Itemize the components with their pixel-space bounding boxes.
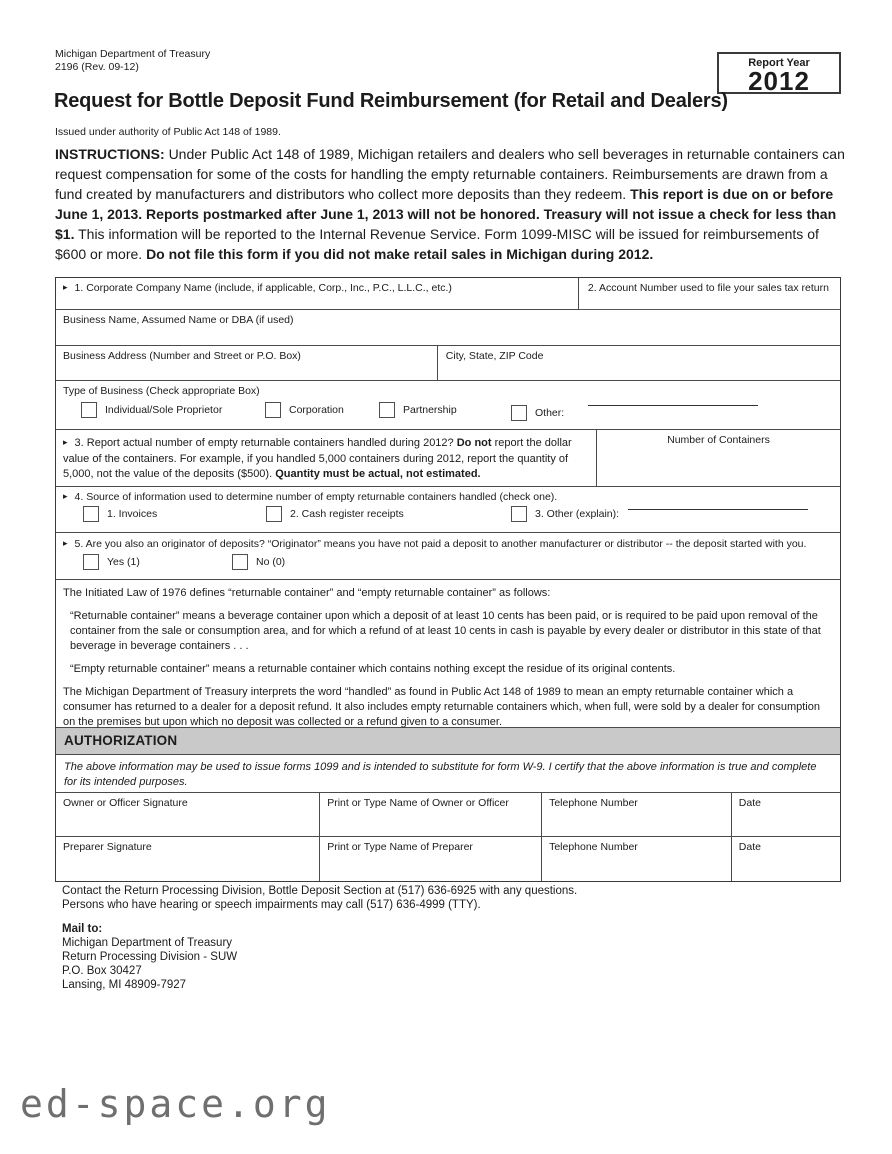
returnable-container-definition: “Returnable container” means a beverage container upon which a deposit of at least 10 cents has been paid, or is required to be paid upon removal of the container from the sale or consumption area, and for which a refund of at least 10 cents in cash is payable by every dealer or distributor in this state of that beverage in beverage containers . . . [70,610,821,652]
other-source-write-in[interactable] [628,509,808,510]
cash-register-receipts-label: 2. Cash register receipts [290,508,404,520]
owner-signature-label: Owner or Officer Signature [63,797,188,809]
city-state-zip-field[interactable] [438,346,840,380]
contact-line-1: Contact the Return Processing Division, Bottle Deposit Section at (517) 636-6925 with any questions. [62,885,578,897]
business-address-label: Business Address (Number and Street or P.O. Box) [63,350,301,362]
instructions-text-1: Under Public Act 148 of 1989, Michigan retailers and dealers who sell beverages in returnable containers can request compensation for some of the costs for handling the empty returnable containers. Reimbursements are drawn from a fund created by manufacturers and distributors who collect more deposits than they redeem. [55,146,845,202]
option-invoices [83,506,157,522]
other-business-checkbox[interactable] [511,405,527,421]
individual-sole-proprietor-checkbox[interactable] [81,402,97,418]
other-business-write-in[interactable] [588,405,758,406]
option-corporation [265,402,344,418]
item4-label-row [56,491,840,503]
account-number-field [579,278,840,346]
address-section [56,346,840,381]
instructions-bold-2: Do not file this form if you did not make retail sales in Michigan during 2012. [146,246,654,262]
mail-to-line-2: Return Processing Division - SUW [62,951,238,963]
preparer-date-field[interactable] [732,837,840,881]
item3-bold-2: Quantity must be actual, not estimated. [275,468,481,480]
authority-line: Issued under authority of Public Act 148 of 1989. [55,126,281,138]
corporation-checkbox[interactable] [265,402,281,418]
corporate-company-name-label: 1. Corporate Company Name (include, if applicable, Corp., Inc., P.C., L.L.C., etc.) [74,282,452,294]
owner-name-field[interactable] [320,793,542,836]
number-of-containers-field[interactable] [597,430,840,486]
no-label: No (0) [256,556,286,568]
business-name-label: Business Name, Assumed Name or DBA (if used) [63,314,294,326]
report-year-label: Report Year [748,57,810,69]
empty-returnable-container-definition: “Empty returnable container” means a returnable container which contains nothing except the residue of its original contents. [70,663,676,675]
yes-label: Yes (1) [107,556,140,568]
form-table [55,277,841,882]
instructions-text-2: This information will be reported to the Internal Revenue Service. Form 1099-MISC will be issued for reimbursements of $600 or more. [55,226,819,262]
instructions-bold-1: This report is due on or before June 1, 2013. Reports postmarked after June 1, 2013 will not be honored. Treasury will not issue a check for less than $1. [55,186,837,242]
watermark: ed-space.org [20,1082,331,1126]
item-marker-icon: ▸ [63,491,68,501]
option-yes [83,554,140,570]
mail-to-line-1: Michigan Department of Treasury [62,937,233,949]
mail-to-line-3: P.O. Box 30427 [62,965,142,977]
source-of-information-section [56,487,840,533]
option-cash-register-receipts [266,506,404,522]
city-state-zip-label: City, State, ZIP Code [445,350,544,362]
item5-options [56,550,840,578]
individual-sole-proprietor-label: Individual/Sole Proprietor [105,404,223,416]
account-number-input[interactable] [579,310,840,344]
item5-label-row [56,538,840,550]
cash-register-receipts-checkbox[interactable] [266,506,282,522]
preparer-signature-row [56,837,840,881]
item3-text-2: report the dollar value of the containers. For example, if you handled 5,000 containers during 2012, report the quantity of 5,000, not the value of the deposits ($500). [63,437,572,480]
originator-section [56,533,840,580]
item3-text [56,430,597,486]
contact-info [62,884,577,912]
type-of-business-label: Type of Business (Check appropriate Box) [63,385,260,397]
contact-line-2: Persons who have hearing or speech impairments may call (517) 636-4999 (TTY). [62,899,481,911]
preparer-name-field[interactable] [320,837,542,881]
preparer-name-label: Print or Type Name of Preparer [327,841,473,853]
option-partnership [379,402,457,418]
option-no [232,554,285,570]
option-other-source [511,506,619,522]
invoices-label: 1. Invoices [107,508,158,520]
number-of-containers-label: Number of Containers [667,434,770,446]
no-checkbox[interactable] [232,554,248,570]
containers-count-section [56,430,840,487]
authorization-header: AUTHORIZATION [56,728,840,755]
owner-signature-field[interactable] [56,793,320,836]
preparer-phone-label: Telephone Number [549,841,638,853]
owner-signature-row [56,793,840,837]
preparer-signature-label: Preparer Signature [63,841,152,853]
identity-section [56,278,840,346]
mail-to-block [62,922,237,992]
owner-phone-label: Telephone Number [549,797,638,809]
item4-options [56,503,840,531]
preparer-signature-field[interactable] [56,837,320,881]
instructions-label: INSTRUCTIONS: [55,146,165,162]
owner-date-label: Date [738,797,761,809]
business-address-field[interactable] [56,346,438,380]
item-marker-icon: ▸ [63,437,68,447]
partnership-label: Partnership [403,404,457,416]
item3-bold-1: Do not [456,437,492,449]
partnership-checkbox[interactable] [379,402,395,418]
item3-text-1: 3. Report actual number of empty returnable containers handled during 2012? [74,437,454,449]
invoices-checkbox[interactable] [83,506,99,522]
report-year-box [717,52,841,94]
item4-label: 4. Source of information used to determine number of empty returnable containers handled (check one). [74,491,558,503]
corporation-label: Corporation [289,404,344,416]
item5-label: 5. Are you also an originator of deposits? “Originator” means you have not paid a deposit to another manufacturer or distributor -- the deposit started with you. [74,538,807,550]
owner-date-field[interactable] [732,793,840,836]
form-number: 2196 (Rev. 09-12) [55,61,139,73]
handled-definition: The Michigan Department of Treasury interprets the word “handled” as found in Public Act 148 of 1989 to mean an empty returnable container which a consumer has returned to a dealer for a deposit refund. It also includes empty returnable containers which, when full, were sold by a dealer for consumption on the premises but upon which no deposit was collected or a refund given to a consumer. [63,686,820,728]
instructions-paragraph [55,144,849,264]
owner-phone-field[interactable] [542,793,732,836]
type-of-business-options [56,397,840,425]
preparer-date-label: Date [738,841,761,853]
agency-header [55,48,210,74]
option-other-business [511,405,564,421]
item-marker-icon: ▸ [63,538,68,548]
report-year-value: 2012 [748,66,810,96]
mail-to-line-4: Lansing, MI 48909-7927 [62,979,187,991]
preparer-phone-field[interactable] [542,837,732,881]
definitions-section [56,580,840,728]
item-marker-icon: ▸ [63,282,68,292]
definition-intro: The Initiated Law of 1976 defines “returnable container” and “empty returnable container” as follows: [63,587,551,599]
option-individual-sole-proprietor [81,402,222,418]
agency-name: Michigan Department of Treasury [55,48,211,60]
business-name-field[interactable] [56,310,579,346]
other-business-label: Other: [535,407,565,419]
yes-checkbox[interactable] [83,554,99,570]
other-source-checkbox[interactable] [511,506,527,522]
account-number-label: 2. Account Number used to file your sales tax return [579,278,840,310]
type-of-business-section [56,381,840,430]
mail-to-label: Mail to: [62,923,103,935]
form-title: Request for Bottle Deposit Fund Reimbursement (for Retail and Dealers) [54,90,728,112]
corporate-company-name-field[interactable] [56,278,579,310]
owner-name-label: Print or Type Name of Owner or Officer [327,797,509,809]
certification-text: The above information may be used to issue forms 1099 and is intended to substitute for form W-9. I certify that the above information is true and complete for its intended purposes. [56,755,840,793]
other-source-label: 3. Other (explain): [535,508,620,520]
